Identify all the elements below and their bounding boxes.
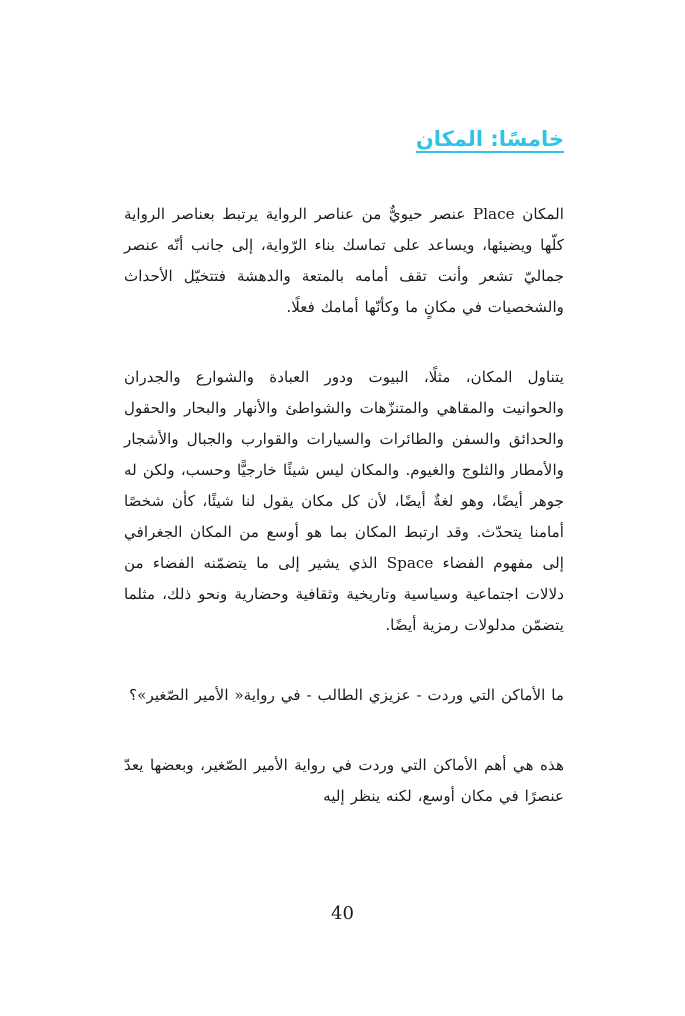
paragraph-place-definition: المكان Place عنصر حيويٌّ من عناصر الرواية يرتبط بعناصر الرواية كلّها ويضيئها، ويساعد على تماسك بناء الرّواية، إلى جانب أنّه عنصر جماليّ تشعر وأنت تقف أمامه بالمتعة والدهشة فتتخيّل الأحداث والشخصيات في مكانٍ ما وكأنّها أمامك فعلًا. <box>124 205 564 316</box>
paragraph-places-list-intro: هذه هي أهم الأماكن التي وردت في رواية الأمير الصّغير، وبعضها يعدّ عنصرًا في مكان أوسع، لكنه ينظر إليه <box>124 756 564 805</box>
paragraph-question: ما الأماكن التي وردت - عزيزي الطالب - في رواية« الأمير الصّغير»؟ <box>129 686 564 704</box>
paragraph-place-examples: يتناول المكان، مثلًا، البيوت ودور العبادة والشوارع والجدران والحوانيت والمقاهي والمتنزّهات والشواطئ والأنهار والبحار والحقول والحدائق والسفن والطائرات والسيارات والقوارب والجبال والأشجار والأمطار والثلوج والغيوم. والمكان ليس شيئًا خارجيًّا وحسب، ولكن له جوهر أيضًا، وهو لغةٌ أيضًا، لأن كل مكان يقول لنا شيئًا، كأن شخصًا أمامنا يتحدّث. وقد ارتبط المكان بما هو أوسع من المكان الجغرافي إلى مفهوم الفضاء Space الذي يشير إلى ما يتضمّنه الفضاء من دلالات اجتماعية وسياسية وتاريخية وثقافية وحضارية ونحو ذلك، مثلما يتضمّن مدلولات رمزية أيضًا. <box>124 368 564 634</box>
page-number: 40 <box>331 903 354 924</box>
section-heading: خامسًا: المكان <box>415 127 564 151</box>
page-content <box>124 110 564 812</box>
